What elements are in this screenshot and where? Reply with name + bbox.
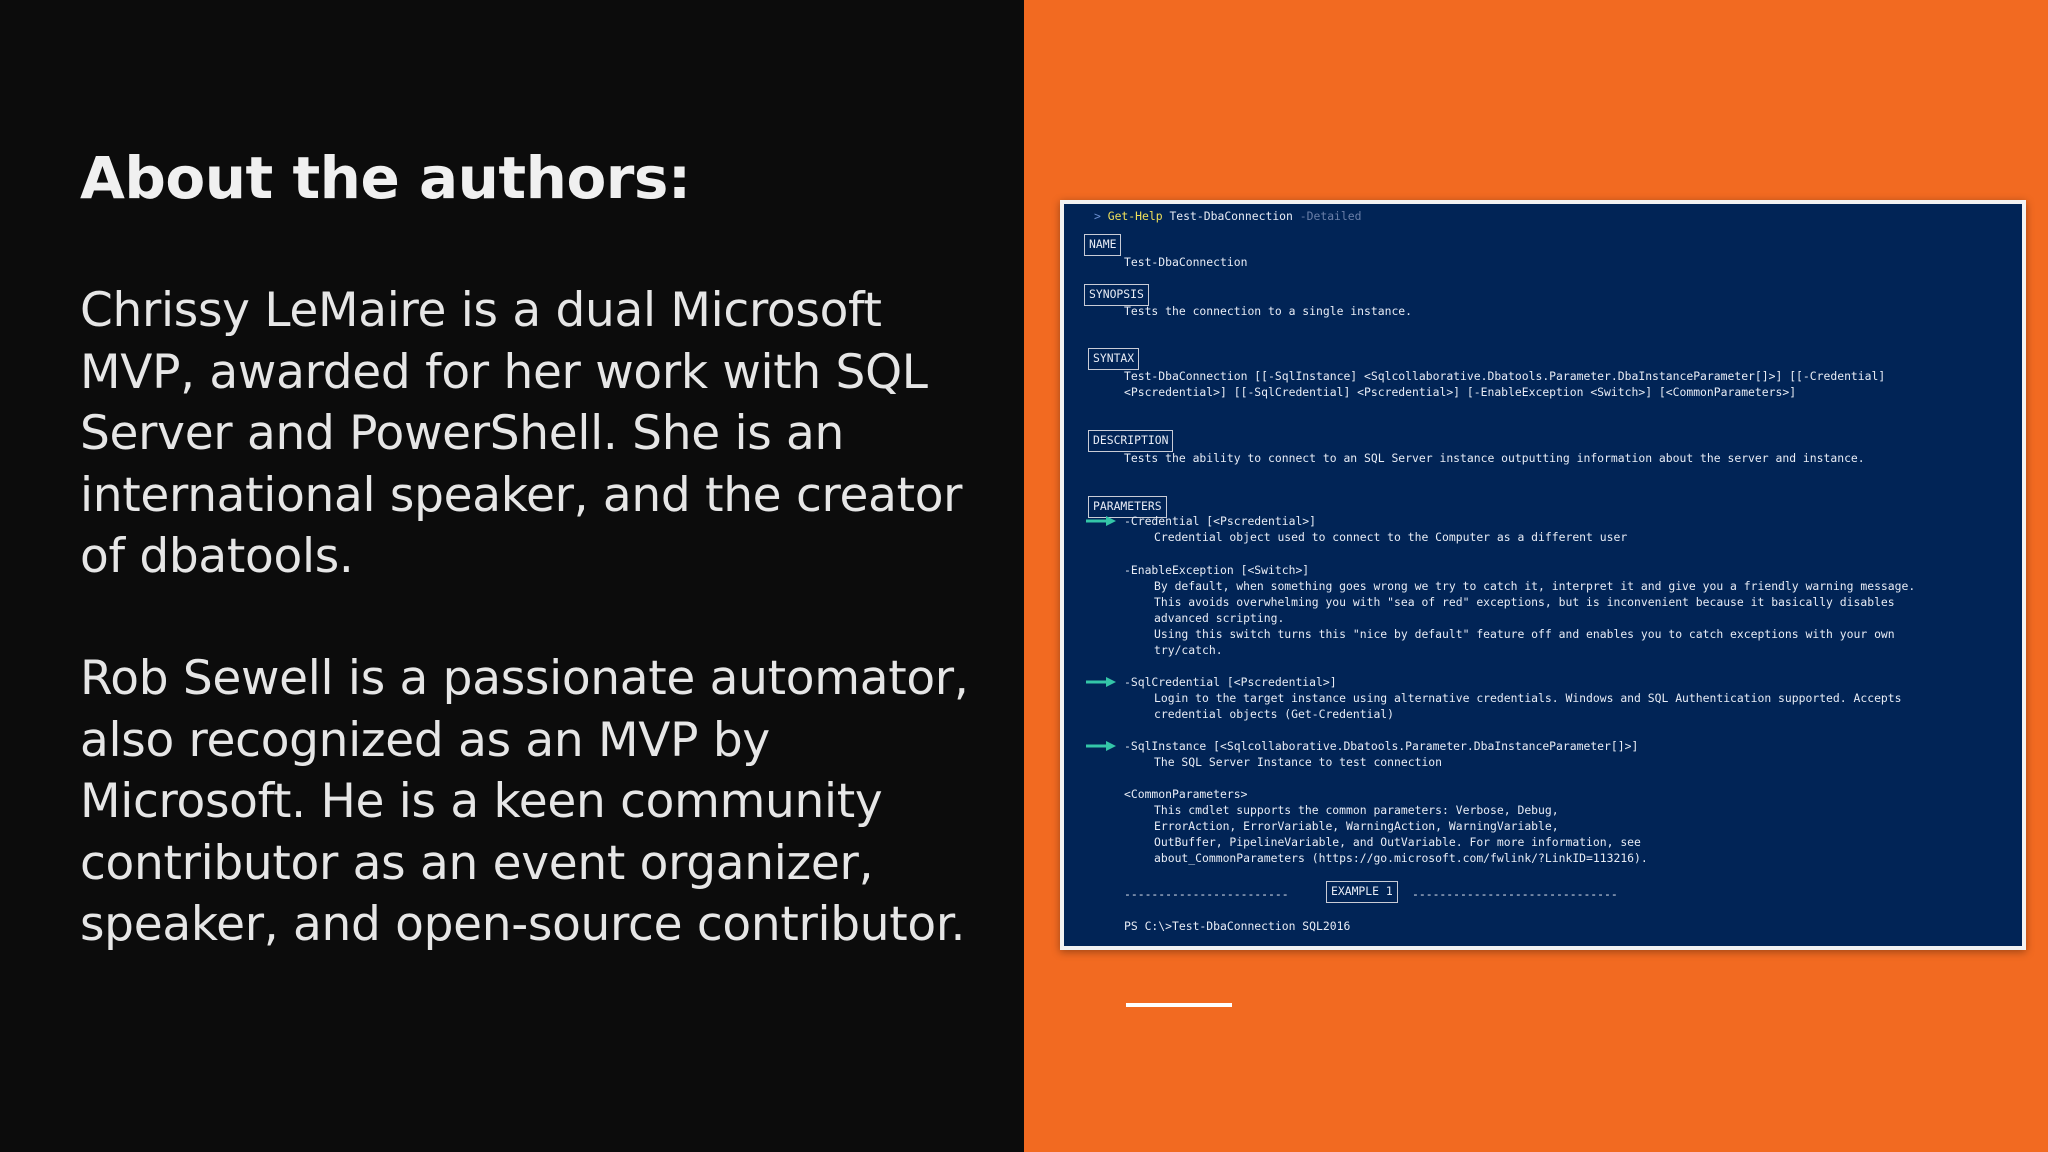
command-line <box>1094 208 1362 224</box>
section-label-example: EXAMPLE 1 <box>1326 881 1398 903</box>
example-command: PS C:\>Test-DbaConnection SQL2016 <box>1124 919 1351 933</box>
powershell-help-screenshot <box>1060 200 2026 950</box>
param-enable-desc-2: This avoids overwhelming you with "sea of red" exceptions, but is inconvenient because it basically disables <box>1154 595 1895 609</box>
param-enable-desc-1: By default, when something goes wrong we try to catch it, interpret it and give you a friendly warning message. <box>1154 579 1916 593</box>
syntax-line-2: <Pscredential>] [[-SqlCredential] <Pscredential>] [-EnableException <Switch>] [<CommonParameters>] <box>1124 385 1797 399</box>
example-rule-left: ------------------------ <box>1124 887 1289 901</box>
common-parameters-desc-3: OutBuffer, PipelineVariable, and OutVariable. For more information, see <box>1154 835 1641 849</box>
param-enable-desc-5: try/catch. <box>1154 643 1223 657</box>
param-sql-instance-desc: The SQL Server Instance to test connection <box>1154 755 1443 769</box>
common-parameters: <CommonParameters> <box>1124 787 1248 801</box>
common-parameters-desc-1: This cmdlet supports the common parameters: Verbose, Debug, <box>1154 803 1559 817</box>
name-value: Test-DbaConnection <box>1124 255 1248 269</box>
section-label-description: DESCRIPTION <box>1088 430 1173 452</box>
arrow-icon <box>1086 741 1116 751</box>
syntax-line-1: Test-DbaConnection [[-SqlInstance] <Sqlcollaborative.Dbatools.Parameter.DbaInstanceParameter[]>] [[-Credential] <box>1124 369 1886 383</box>
command-argument: Test-DbaConnection <box>1169 209 1293 223</box>
param-sql-credential-desc-1: Login to the target instance using alternative credentials. Windows and SQL Authentication supported. Accepts <box>1154 691 1902 705</box>
synopsis-value: Tests the connection to a single instance. <box>1124 304 1413 318</box>
prompt-symbol: > <box>1094 209 1101 223</box>
section-label-syntax: SYNTAX <box>1088 348 1139 370</box>
arrow-icon <box>1086 677 1116 687</box>
section-label-synopsis: SYNOPSIS <box>1084 284 1149 306</box>
command-flag: -Detailed <box>1299 209 1362 223</box>
slide-heading: About the authors: <box>80 144 691 212</box>
param-credential-desc: Credential object used to connect to the Computer as a different user <box>1154 530 1628 544</box>
param-enable-desc-3: advanced scripting. <box>1154 611 1285 625</box>
param-sql-credential: -SqlCredential [<Pscredential>] <box>1124 675 1337 689</box>
section-label-name: NAME <box>1084 234 1121 256</box>
description-value: Tests the ability to connect to an SQL Server instance outputting information about the server and instance. <box>1124 451 1865 465</box>
bio-rob-sewell: Rob Sewell is a passionate automator, also recognized as an MVP by Microsoft. He is a keen community contributor as an event organizer, speaker, and open-source contributor. <box>80 651 969 952</box>
common-parameters-desc-2: ErrorAction, ErrorVariable, WarningAction, WarningVariable, <box>1154 819 1559 833</box>
arrow-icon <box>1086 516 1116 526</box>
param-sql-credential-desc-2: credential objects (Get-Credential) <box>1154 707 1395 721</box>
bio-chrissy-lemaire: Chrissy LeMaire is a dual Microsoft MVP, awarded for her work with SQL Server and PowerShell. She is an international speaker, and the creator of dbatools. <box>80 283 963 584</box>
example-rule-right: ------------------------------ <box>1412 887 1618 901</box>
param-enable-exception: -EnableException [<Switch>] <box>1124 563 1310 577</box>
section-label-parameters: PARAMETERS <box>1088 496 1167 518</box>
param-sql-instance: -SqlInstance [<Sqlcollaborative.Dbatools.Parameter.DbaInstanceParameter[]>] <box>1124 739 1639 753</box>
param-enable-desc-4: Using this switch turns this "nice by default" feature off and enables you to catch exceptions with your own <box>1154 627 1895 641</box>
command-cmdlet: Get-Help <box>1107 209 1163 223</box>
accent-divider <box>1126 1003 1232 1007</box>
param-credential: -Credential [<Pscredential>] <box>1124 514 1317 528</box>
common-parameters-desc-4: about_CommonParameters (https://go.microsoft.com/fwlink/?LinkID=113216). <box>1154 851 1648 865</box>
